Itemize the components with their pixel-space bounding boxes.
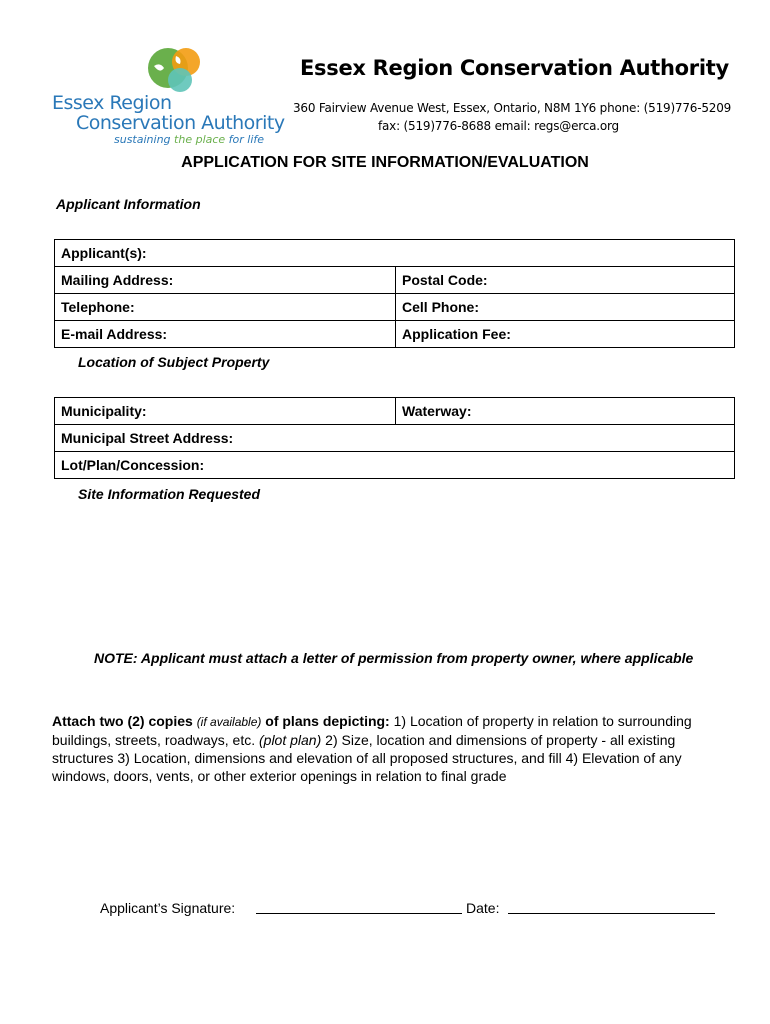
- mailing-address-field[interactable]: Mailing Address:: [55, 267, 396, 294]
- logo-globe-icon: [140, 46, 260, 96]
- logo-text-line2: Conservation Authority: [76, 112, 285, 134]
- applicant-info-table: [54, 239, 735, 348]
- logo-text-line1: Essex Region: [52, 92, 172, 114]
- date-line[interactable]: [508, 913, 715, 914]
- date-label: Date:: [466, 900, 500, 916]
- cell-phone-field[interactable]: Cell Phone:: [396, 294, 735, 321]
- postal-code-field[interactable]: Postal Code:: [396, 267, 735, 294]
- application-fee-field[interactable]: Application Fee:: [396, 321, 735, 348]
- location-heading: Location of Subject Property: [78, 354, 270, 370]
- form-title: APPLICATION FOR SITE INFORMATION/EVALUATION: [181, 154, 589, 171]
- address-line2: fax: (519)776-8688 email: regs@erca.org: [378, 119, 619, 133]
- logo-tagline-part3: for life: [228, 133, 265, 146]
- attach-text1: 1) Location of property in relation to surrounding buildings, streets, roadways, etc.: [52, 713, 692, 748]
- email-address-field[interactable]: E-mail Address:: [55, 321, 396, 348]
- attach-mid: of plans depicting:: [265, 713, 390, 729]
- attach-plot-plan: (plot plan): [259, 732, 322, 748]
- logo-tagline: [114, 133, 264, 146]
- street-address-field[interactable]: Municipal Street Address:: [55, 425, 735, 452]
- site-info-heading: Site Information Requested: [78, 486, 261, 502]
- signature-label: Applicant’s Signature:: [100, 900, 236, 916]
- attach-text2: 2) Size, location and dimensions of property - all existing structures 3) Location, dimensions and elevation of all proposed structures, and fill 4) Elevation of any windows, doors, vents, or other exterior openings in relation to final grade: [52, 732, 682, 784]
- address-line1: 360 Fairview Avenue West, Essex, Ontario, N8M 1Y6 phone: (519)776-5209: [293, 101, 732, 115]
- lot-plan-concession-field[interactable]: Lot/Plan/Concession:: [55, 452, 735, 479]
- applicants-field[interactable]: Applicant(s):: [55, 240, 735, 267]
- attachment-instructions: [52, 712, 692, 785]
- telephone-field[interactable]: Telephone:: [55, 294, 396, 321]
- permission-note: NOTE: Applicant must attach a letter of permission from property owner, where applicable: [94, 650, 694, 666]
- municipality-field[interactable]: Municipality:: [55, 398, 396, 425]
- organization-name: Essex Region Conservation Authority: [300, 56, 729, 80]
- logo-tagline-part2: the place: [174, 133, 229, 146]
- signature-line[interactable]: [256, 913, 462, 914]
- applicant-info-heading: Applicant Information: [56, 196, 201, 212]
- attach-parenthetical: (if available): [196, 715, 262, 729]
- logo-tagline-part1: sustaining: [114, 133, 175, 146]
- waterway-field[interactable]: Waterway:: [396, 398, 735, 425]
- erca-logo: [48, 46, 288, 148]
- attach-lead: Attach two (2) copies: [52, 713, 193, 729]
- location-table: [54, 397, 735, 479]
